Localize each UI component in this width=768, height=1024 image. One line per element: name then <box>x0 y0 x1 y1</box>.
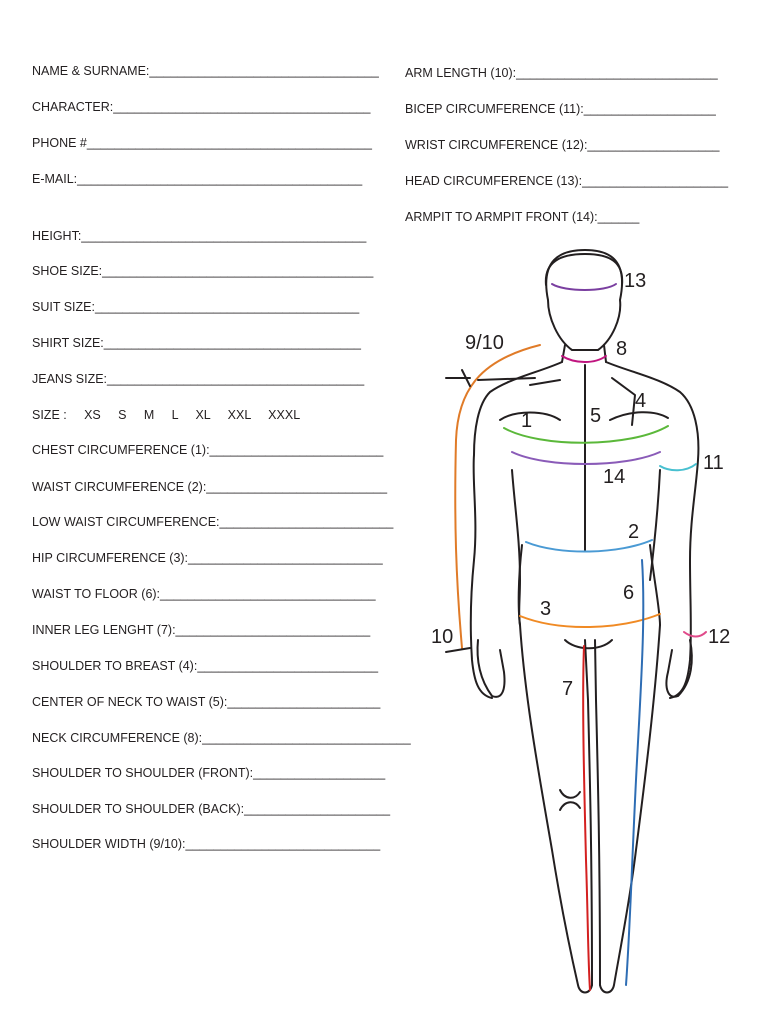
label-1: 1 <box>521 410 533 432</box>
field-shirt-size[interactable]: SHIRT SIZE:_____________________________________ <box>32 336 361 350</box>
measurement-lines <box>446 284 706 990</box>
field-shoulder-to-shoulder-back[interactable]: SHOULDER TO SHOULDER (BACK):_____________________ <box>32 802 391 816</box>
body-measurement-figure <box>420 240 768 1020</box>
bicep-circumference-line <box>660 464 696 470</box>
head-circumference-line <box>552 284 616 290</box>
field-neck-circumference[interactable]: NECK CIRCUMFERENCE (8):______________________________ <box>32 731 411 745</box>
label-14: 14 <box>603 466 626 488</box>
field-hip-circumference[interactable]: HIP CIRCUMFERENCE (3):____________________________ <box>32 551 383 565</box>
field-waist-circumference[interactable]: WAIST CIRCUMFERENCE (2):__________________________ <box>32 480 388 494</box>
field-arm-length[interactable]: ARM LENGTH (10):_____________________________ <box>405 66 718 80</box>
label-9-10: 9/10 <box>465 332 504 354</box>
arm-end-marker <box>446 648 470 652</box>
measurement-numbers <box>431 270 730 700</box>
neck-circumference-line <box>562 356 606 362</box>
field-phone[interactable]: PHONE #_________________________________________ <box>32 136 372 150</box>
field-shoulder-width[interactable]: SHOULDER WIDTH (9/10):____________________________ <box>32 837 381 851</box>
label-7: 7 <box>562 678 574 700</box>
field-shoulder-to-breast[interactable]: SHOULDER TO BREAST (4):__________________________ <box>32 659 379 673</box>
field-height[interactable]: HEIGHT:_________________________________________ <box>32 229 367 243</box>
field-head-circumference[interactable]: HEAD CIRCUMFERENCE (13):_____________________ <box>405 174 729 188</box>
label-8: 8 <box>616 338 628 360</box>
label-2: 2 <box>628 521 640 543</box>
inner-leg-line <box>583 646 590 990</box>
wrist-circumference-line <box>684 632 706 637</box>
field-waist-to-floor[interactable]: WAIST TO FLOOR (6):_______________________________ <box>32 587 376 601</box>
field-wrist-circumference[interactable]: WRIST CIRCUMFERENCE (12):___________________ <box>405 138 720 152</box>
field-size-options[interactable]: SIZE : XS S M L XL XXL XXXL <box>32 408 301 422</box>
field-inner-leg-length[interactable]: INNER LEG LENGHT (7):____________________________ <box>32 623 371 637</box>
field-character[interactable]: CHARACTER:_____________________________________ <box>32 100 371 114</box>
field-shoulder-to-shoulder-front[interactable]: SHOULDER TO SHOULDER (FRONT):___________________ <box>32 766 386 780</box>
field-bicep-circumference[interactable]: BICEP CIRCUMFERENCE (11):___________________ <box>405 102 716 116</box>
arm-length-line <box>455 345 540 648</box>
field-center-neck-to-waist[interactable]: CENTER OF NECK TO WAIST (5):______________________ <box>32 695 381 709</box>
field-suit-size[interactable]: SUIT SIZE:______________________________________ <box>32 300 360 314</box>
label-3: 3 <box>540 598 552 620</box>
field-low-waist-circumference[interactable]: LOW WAIST CIRCUMFERENCE:_________________________ <box>32 515 394 529</box>
field-name-surname[interactable]: NAME & SURNAME:_________________________________ <box>32 64 379 78</box>
field-chest-circumference[interactable]: CHEST CIRCUMFERENCE (1):_________________________ <box>32 443 384 457</box>
label-10: 10 <box>431 626 454 648</box>
label-12: 12 <box>708 626 731 648</box>
label-4: 4 <box>635 390 647 412</box>
label-6: 6 <box>623 582 635 604</box>
shoulder-width-marker <box>446 370 535 386</box>
field-shoe-size[interactable]: SHOE SIZE:_______________________________________ <box>32 264 374 278</box>
label-13: 13 <box>624 270 647 292</box>
field-email[interactable]: E-MAIL:_________________________________________ <box>32 172 363 186</box>
label-5: 5 <box>590 405 602 427</box>
field-armpit-to-armpit-front[interactable]: ARMPIT TO ARMPIT FRONT (14):______ <box>405 210 640 224</box>
label-11: 11 <box>703 452 724 474</box>
field-jeans-size[interactable]: JEANS SIZE:_____________________________________ <box>32 372 365 386</box>
